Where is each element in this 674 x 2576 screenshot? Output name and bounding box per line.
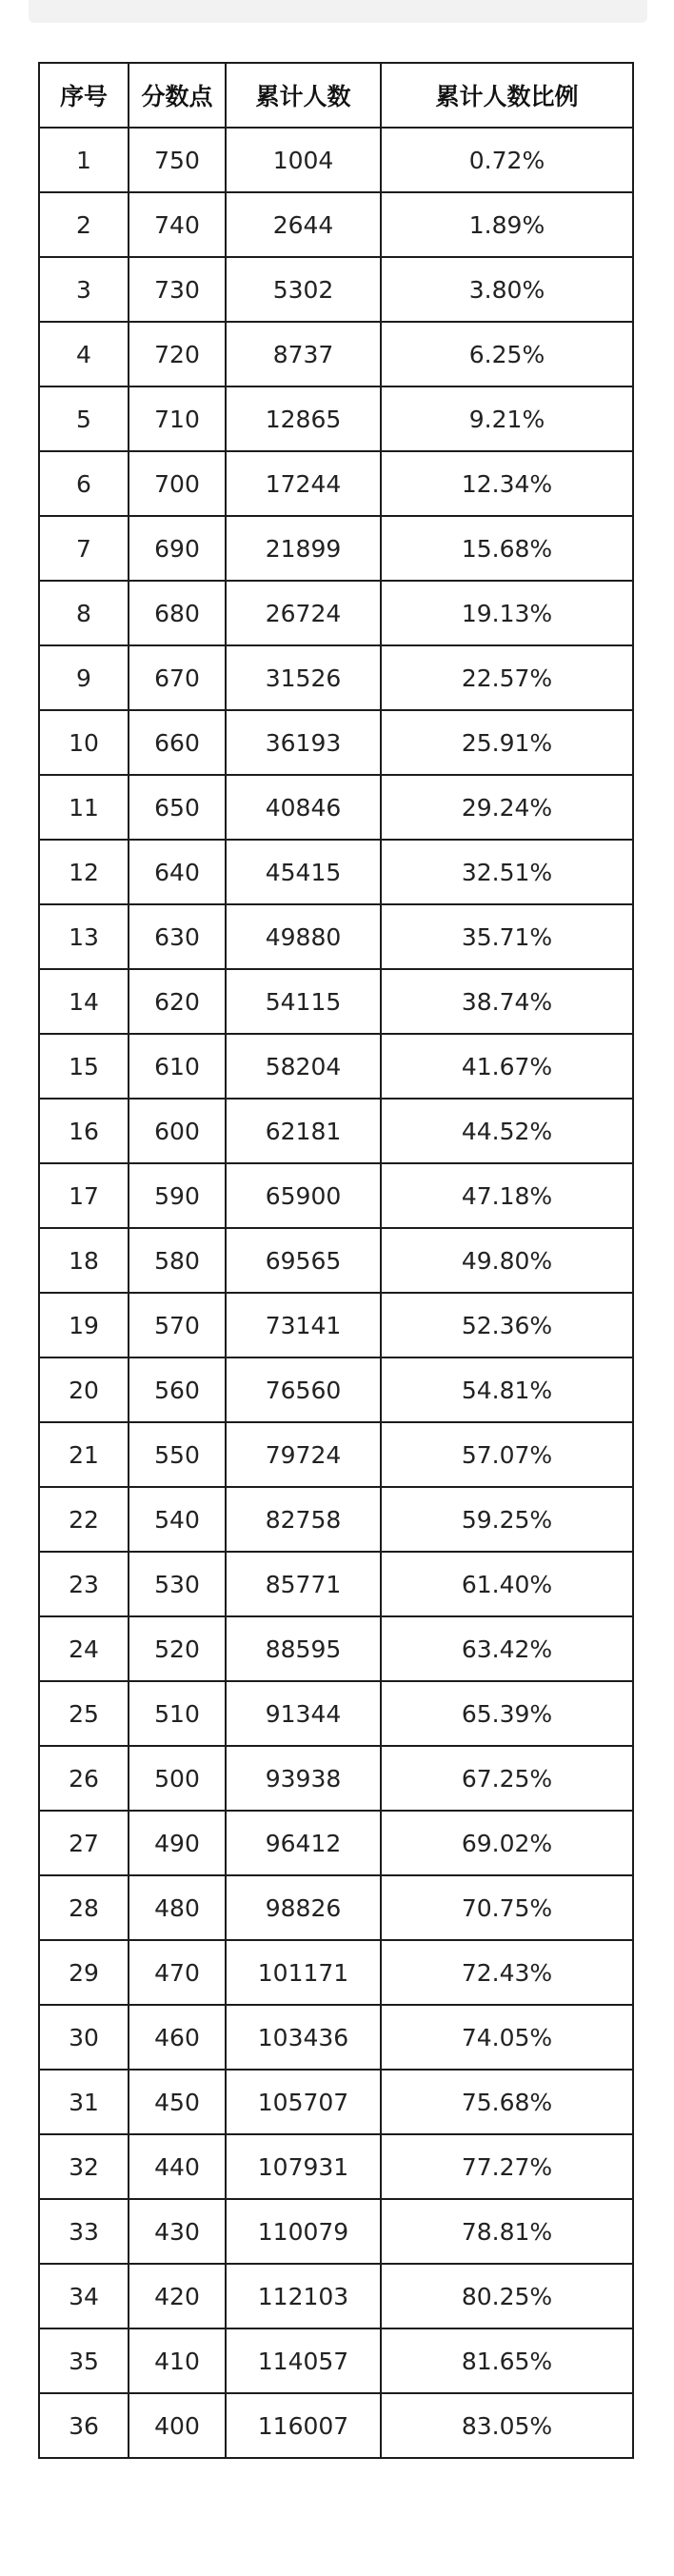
top-grey-bar — [29, 0, 647, 23]
table-row — [39, 451, 633, 516]
table-row — [39, 1034, 633, 1099]
row-cumulative-count: 85771 — [226, 1552, 381, 1616]
row-index: 26 — [39, 1746, 129, 1811]
row-cumulative-ratio: 0.72% — [381, 128, 633, 192]
row-cumulative-ratio: 67.25% — [381, 1746, 633, 1811]
row-cumulative-count: 98826 — [226, 1875, 381, 1940]
row-index: 23 — [39, 1552, 129, 1616]
row-cumulative-ratio: 81.65% — [381, 2328, 633, 2393]
row-cumulative-ratio: 9.21% — [381, 386, 633, 451]
row-score: 750 — [129, 128, 226, 192]
row-index: 30 — [39, 2005, 129, 2070]
row-score: 460 — [129, 2005, 226, 2070]
row-cumulative-ratio: 32.51% — [381, 840, 633, 904]
row-cumulative-ratio: 15.68% — [381, 516, 633, 581]
row-index: 36 — [39, 2393, 129, 2458]
row-cumulative-count: 26724 — [226, 581, 381, 645]
row-cumulative-count: 62181 — [226, 1099, 381, 1163]
table-row — [39, 1293, 633, 1357]
row-index: 32 — [39, 2134, 129, 2199]
row-cumulative-ratio: 63.42% — [381, 1616, 633, 1681]
row-cumulative-count: 36193 — [226, 710, 381, 775]
row-index: 19 — [39, 1293, 129, 1357]
table-row — [39, 1099, 633, 1163]
row-score: 400 — [129, 2393, 226, 2458]
row-score: 630 — [129, 904, 226, 969]
row-cumulative-count: 96412 — [226, 1811, 381, 1875]
row-score: 560 — [129, 1357, 226, 1422]
row-index: 17 — [39, 1163, 129, 1228]
row-index: 20 — [39, 1357, 129, 1422]
row-index: 11 — [39, 775, 129, 840]
row-cumulative-count: 82758 — [226, 1487, 381, 1552]
row-cumulative-ratio: 44.52% — [381, 1099, 633, 1163]
row-cumulative-ratio: 6.25% — [381, 322, 633, 386]
row-score: 690 — [129, 516, 226, 581]
row-cumulative-count: 110079 — [226, 2199, 381, 2264]
row-index: 29 — [39, 1940, 129, 2005]
table-row — [39, 1422, 633, 1487]
row-cumulative-ratio: 35.71% — [381, 904, 633, 969]
row-score: 540 — [129, 1487, 226, 1552]
row-cumulative-ratio: 19.13% — [381, 581, 633, 645]
row-index: 7 — [39, 516, 129, 581]
row-cumulative-ratio: 3.80% — [381, 257, 633, 322]
row-cumulative-count: 1004 — [226, 128, 381, 192]
row-index: 28 — [39, 1875, 129, 1940]
row-cumulative-count: 93938 — [226, 1746, 381, 1811]
row-cumulative-ratio: 78.81% — [381, 2199, 633, 2264]
row-index: 35 — [39, 2328, 129, 2393]
row-score: 660 — [129, 710, 226, 775]
row-index: 22 — [39, 1487, 129, 1552]
row-score: 520 — [129, 1616, 226, 1681]
row-cumulative-count: 17244 — [226, 451, 381, 516]
table-row — [39, 128, 633, 192]
row-cumulative-ratio: 1.89% — [381, 192, 633, 257]
row-cumulative-count: 45415 — [226, 840, 381, 904]
row-cumulative-count: 8737 — [226, 322, 381, 386]
row-score: 680 — [129, 581, 226, 645]
table-row — [39, 1616, 633, 1681]
row-index: 14 — [39, 969, 129, 1034]
row-cumulative-count: 73141 — [226, 1293, 381, 1357]
table-header-row — [39, 63, 633, 128]
row-index: 33 — [39, 2199, 129, 2264]
row-cumulative-count: 116007 — [226, 2393, 381, 2458]
row-cumulative-ratio: 47.18% — [381, 1163, 633, 1228]
row-cumulative-count: 114057 — [226, 2328, 381, 2393]
row-cumulative-ratio: 12.34% — [381, 451, 633, 516]
row-index: 16 — [39, 1099, 129, 1163]
row-index: 31 — [39, 2070, 129, 2134]
table-row — [39, 840, 633, 904]
table-row — [39, 1681, 633, 1746]
row-score: 640 — [129, 840, 226, 904]
row-score: 670 — [129, 645, 226, 710]
row-index: 2 — [39, 192, 129, 257]
table-row — [39, 516, 633, 581]
row-index: 5 — [39, 386, 129, 451]
table-row — [39, 1875, 633, 1940]
table-row — [39, 1552, 633, 1616]
row-score: 530 — [129, 1552, 226, 1616]
row-cumulative-ratio: 29.24% — [381, 775, 633, 840]
row-index: 24 — [39, 1616, 129, 1681]
row-cumulative-count: 40846 — [226, 775, 381, 840]
table-row — [39, 969, 633, 1034]
row-score: 580 — [129, 1228, 226, 1293]
table-row — [39, 2328, 633, 2393]
table-row — [39, 775, 633, 840]
row-cumulative-count: 103436 — [226, 2005, 381, 2070]
row-score: 510 — [129, 1681, 226, 1746]
table-body — [39, 128, 633, 2458]
row-score: 600 — [129, 1099, 226, 1163]
row-cumulative-count: 88595 — [226, 1616, 381, 1681]
table-row — [39, 1228, 633, 1293]
row-cumulative-ratio: 61.40% — [381, 1552, 633, 1616]
row-cumulative-count: 54115 — [226, 969, 381, 1034]
row-score: 720 — [129, 322, 226, 386]
row-index: 21 — [39, 1422, 129, 1487]
row-score: 430 — [129, 2199, 226, 2264]
table-row — [39, 1163, 633, 1228]
table-row — [39, 1357, 633, 1422]
header-cumulative-ratio: 累计人数比例 — [381, 63, 633, 128]
row-score: 500 — [129, 1746, 226, 1811]
row-cumulative-count: 65900 — [226, 1163, 381, 1228]
row-index: 1 — [39, 128, 129, 192]
row-cumulative-count: 101171 — [226, 1940, 381, 2005]
row-cumulative-ratio: 70.75% — [381, 1875, 633, 1940]
row-cumulative-ratio: 54.81% — [381, 1357, 633, 1422]
row-cumulative-count: 58204 — [226, 1034, 381, 1099]
row-index: 10 — [39, 710, 129, 775]
row-cumulative-ratio: 65.39% — [381, 1681, 633, 1746]
row-score: 490 — [129, 1811, 226, 1875]
row-index: 18 — [39, 1228, 129, 1293]
header-cumulative-count: 累计人数 — [226, 63, 381, 128]
row-cumulative-ratio: 59.25% — [381, 1487, 633, 1552]
row-index: 27 — [39, 1811, 129, 1875]
table-row — [39, 2005, 633, 2070]
row-cumulative-ratio: 25.91% — [381, 710, 633, 775]
header-index: 序号 — [39, 63, 129, 128]
table-row — [39, 2070, 633, 2134]
table-row — [39, 2393, 633, 2458]
row-score: 710 — [129, 386, 226, 451]
row-cumulative-count: 21899 — [226, 516, 381, 581]
row-score: 480 — [129, 1875, 226, 1940]
table-row — [39, 192, 633, 257]
row-index: 6 — [39, 451, 129, 516]
row-score: 620 — [129, 969, 226, 1034]
row-index: 4 — [39, 322, 129, 386]
table-row — [39, 581, 633, 645]
row-cumulative-ratio: 41.67% — [381, 1034, 633, 1099]
row-cumulative-ratio: 69.02% — [381, 1811, 633, 1875]
row-cumulative-count: 49880 — [226, 904, 381, 969]
row-cumulative-ratio: 49.80% — [381, 1228, 633, 1293]
row-cumulative-count: 31526 — [226, 645, 381, 710]
row-score: 610 — [129, 1034, 226, 1099]
row-index: 3 — [39, 257, 129, 322]
row-cumulative-count: 76560 — [226, 1357, 381, 1422]
table-row — [39, 386, 633, 451]
row-score: 730 — [129, 257, 226, 322]
row-score: 740 — [129, 192, 226, 257]
row-index: 9 — [39, 645, 129, 710]
table-row — [39, 710, 633, 775]
row-index: 8 — [39, 581, 129, 645]
table-row — [39, 257, 633, 322]
header-score: 分数点 — [129, 63, 226, 128]
row-index: 12 — [39, 840, 129, 904]
row-cumulative-count: 12865 — [226, 386, 381, 451]
row-score: 450 — [129, 2070, 226, 2134]
row-index: 13 — [39, 904, 129, 969]
row-cumulative-ratio: 80.25% — [381, 2264, 633, 2328]
table-row — [39, 322, 633, 386]
table-row — [39, 645, 633, 710]
row-score: 590 — [129, 1163, 226, 1228]
row-cumulative-count: 69565 — [226, 1228, 381, 1293]
table-row — [39, 1746, 633, 1811]
table-row — [39, 2199, 633, 2264]
row-cumulative-ratio: 57.07% — [381, 1422, 633, 1487]
row-score: 440 — [129, 2134, 226, 2199]
row-index: 15 — [39, 1034, 129, 1099]
row-cumulative-ratio: 74.05% — [381, 2005, 633, 2070]
row-cumulative-ratio: 83.05% — [381, 2393, 633, 2458]
table-row — [39, 1940, 633, 2005]
row-score: 420 — [129, 2264, 226, 2328]
row-cumulative-count: 107931 — [226, 2134, 381, 2199]
row-index: 34 — [39, 2264, 129, 2328]
score-distribution-table — [38, 62, 634, 2459]
table-row — [39, 1811, 633, 1875]
row-cumulative-ratio: 72.43% — [381, 1940, 633, 2005]
table-row — [39, 904, 633, 969]
row-score: 700 — [129, 451, 226, 516]
table-row — [39, 2264, 633, 2328]
row-score: 410 — [129, 2328, 226, 2393]
row-cumulative-ratio: 77.27% — [381, 2134, 633, 2199]
row-cumulative-count: 105707 — [226, 2070, 381, 2134]
row-cumulative-count: 2644 — [226, 192, 381, 257]
row-cumulative-count: 5302 — [226, 257, 381, 322]
row-score: 650 — [129, 775, 226, 840]
row-cumulative-ratio: 22.57% — [381, 645, 633, 710]
row-score: 550 — [129, 1422, 226, 1487]
row-cumulative-count: 91344 — [226, 1681, 381, 1746]
row-score: 470 — [129, 1940, 226, 2005]
row-cumulative-ratio: 75.68% — [381, 2070, 633, 2134]
row-cumulative-count: 79724 — [226, 1422, 381, 1487]
row-cumulative-ratio: 52.36% — [381, 1293, 633, 1357]
row-cumulative-count: 112103 — [226, 2264, 381, 2328]
table-row — [39, 2134, 633, 2199]
row-score: 570 — [129, 1293, 226, 1357]
row-index: 25 — [39, 1681, 129, 1746]
table-row — [39, 1487, 633, 1552]
row-cumulative-ratio: 38.74% — [381, 969, 633, 1034]
